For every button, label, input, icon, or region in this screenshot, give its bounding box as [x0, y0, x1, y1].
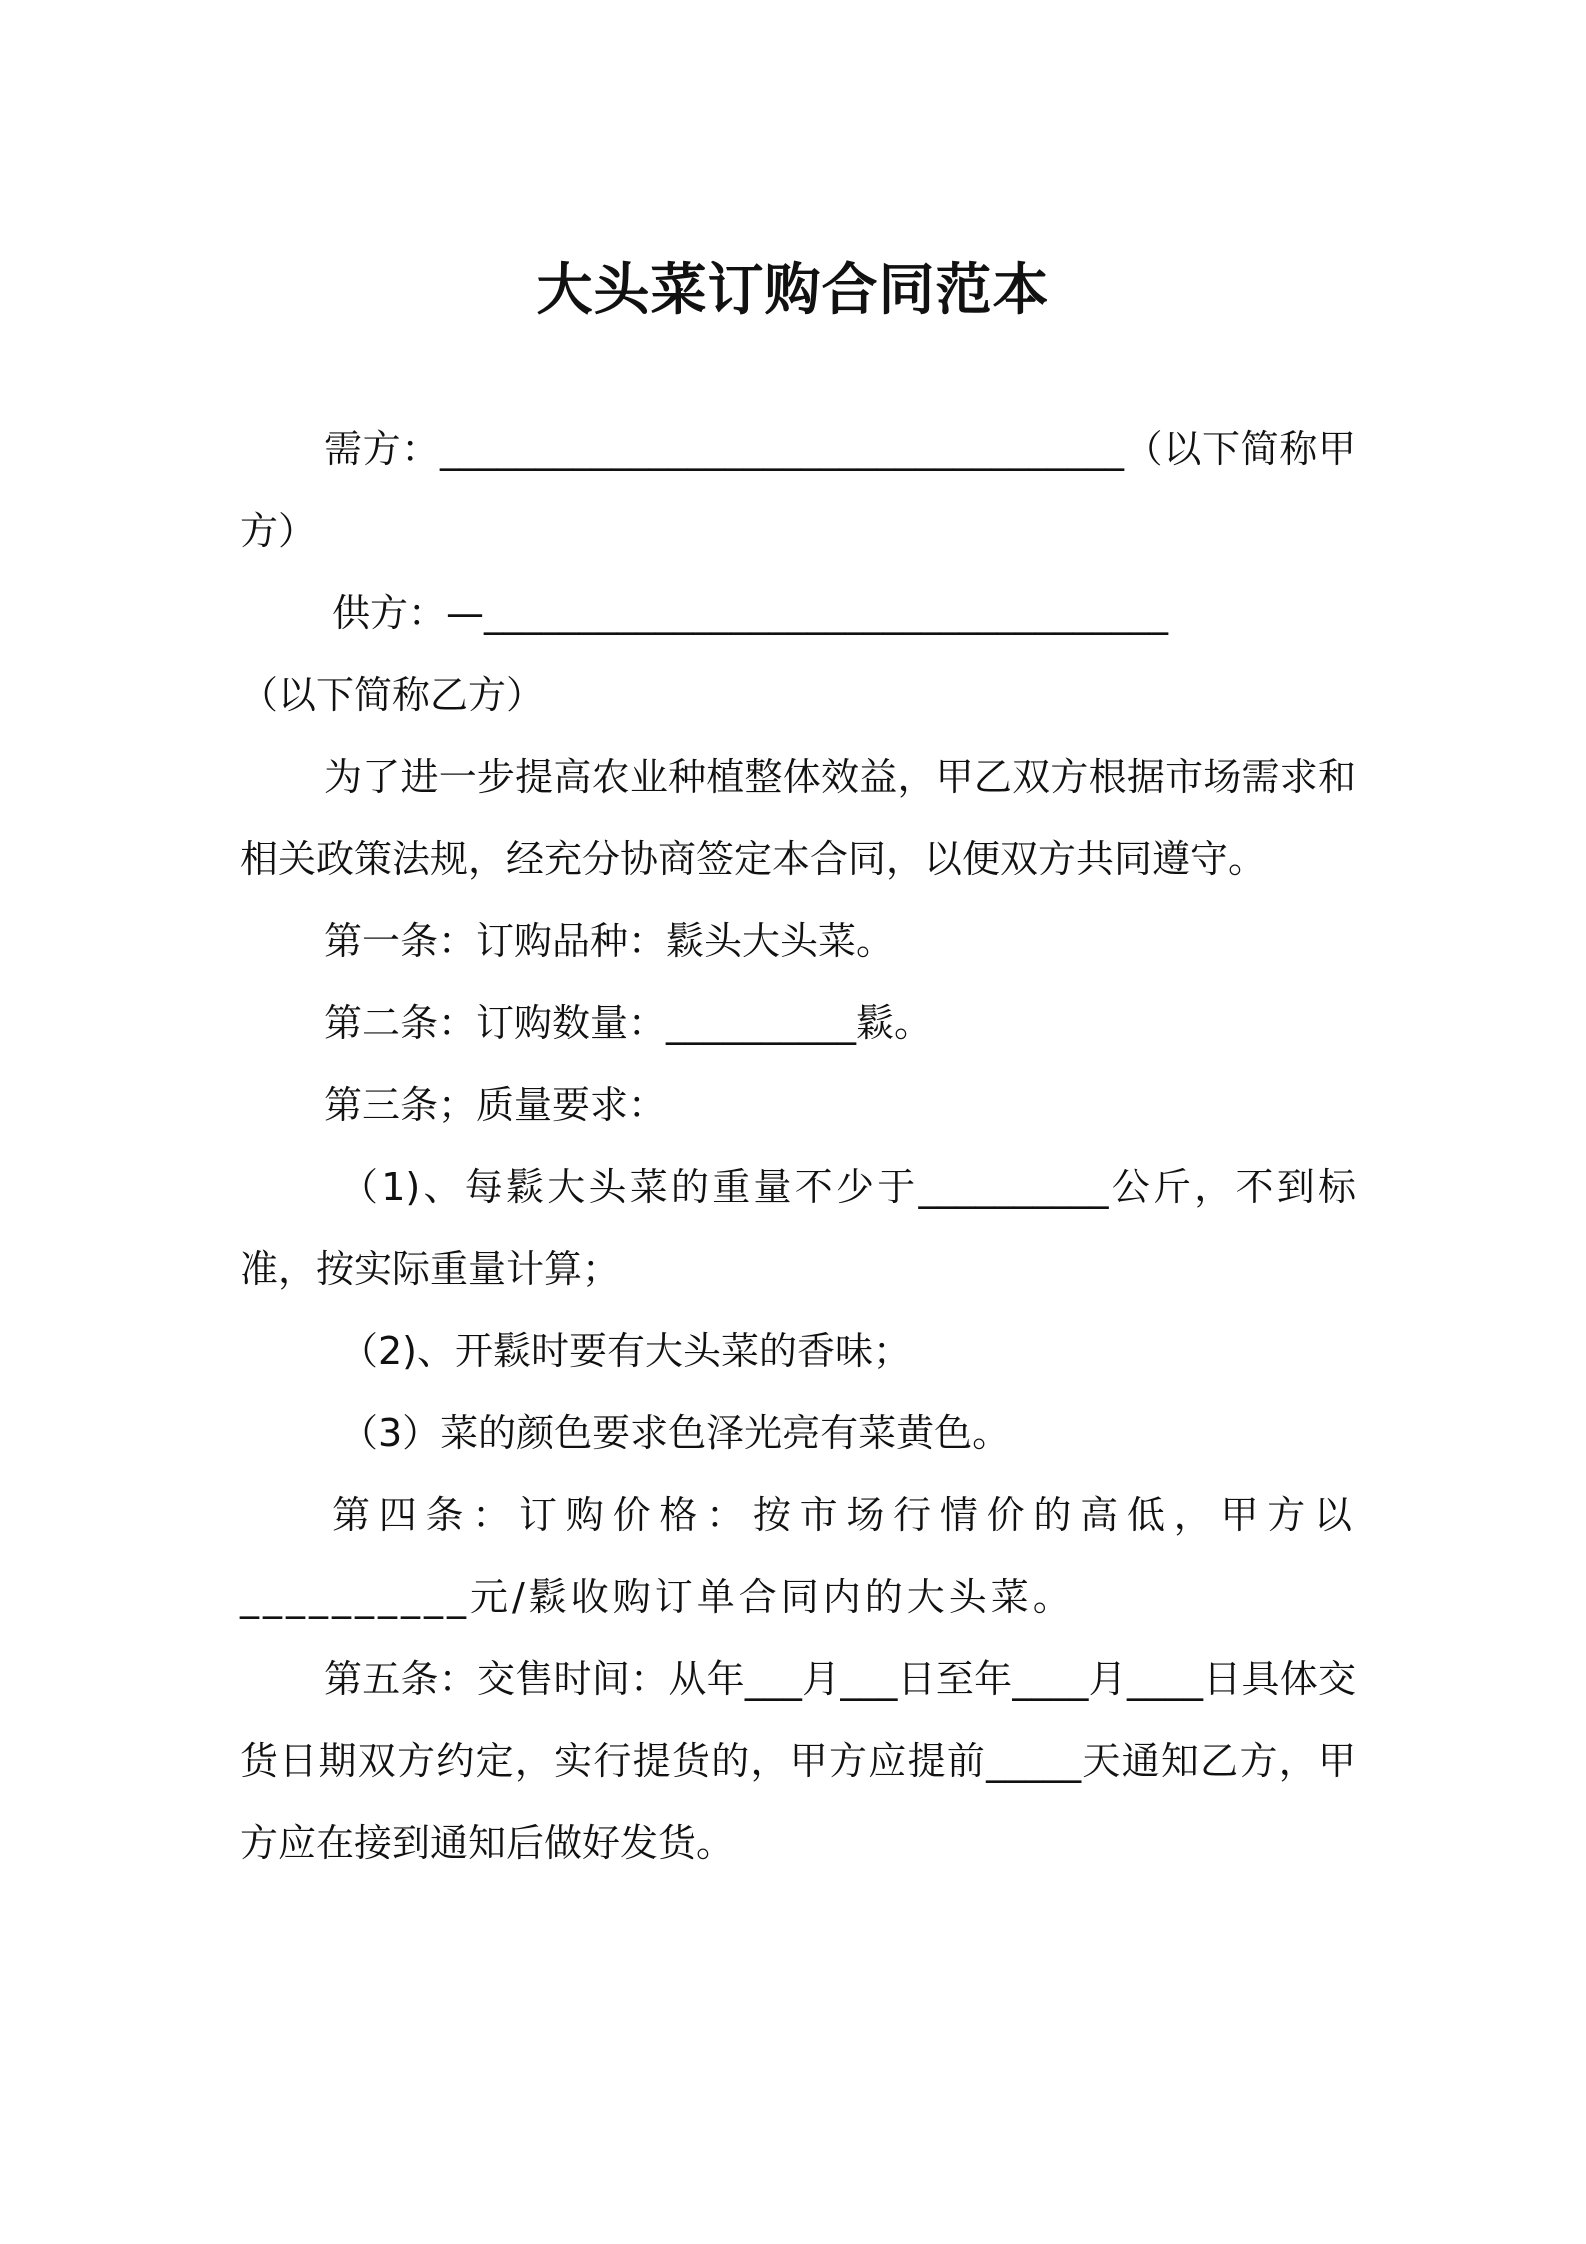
article-3-item-2: （2)、开鬏时要有大头菜的香味； [340, 1329, 912, 1373]
preamble-paragraph: 为了进一步提高农业种植整体效益，甲乙双方根据市场需求和相关政策法规，经充分协商签定本合同，以便双方共同遵守。 [240, 755, 1356, 881]
supplier-line: 供方：—____________________________________ [332, 591, 1169, 635]
article-1: 第一条：订购品种：鬏头大头菜。 [324, 919, 895, 963]
supplier-alias: （以下简称乙方） [240, 673, 545, 717]
contract-body [240, 408, 1356, 1884]
article-3: 第三条；质量要求： [324, 1083, 667, 1127]
article-2: 第二条：订购数量：__________鬏。 [324, 1001, 933, 1045]
buyer-line: 需方：____________________________________（以下简称甲方） [240, 427, 1356, 553]
document-title: 大头菜订购合同范本 [536, 258, 1050, 323]
article-5: 第五条：交售时间：从年___月___日至年____月____日具体交货日期双方约定，实行提货的，甲方应提前_____天通知乙方，甲方应在接到通知后做好发货。 [240, 1657, 1356, 1865]
article-3-item-1: （1)、每鬏大头菜的重量不少于__________公斤，不到标准，按实际重量计算； [240, 1165, 1356, 1291]
article-4: 第四条：订购价格：按市场行情价的高低，甲方以__________元/鬏收购订单合同内的大头菜。 [240, 1493, 1356, 1619]
article-3-item-3: （3）菜的颜色要求色泽光亮有菜黄色。 [340, 1411, 1011, 1455]
